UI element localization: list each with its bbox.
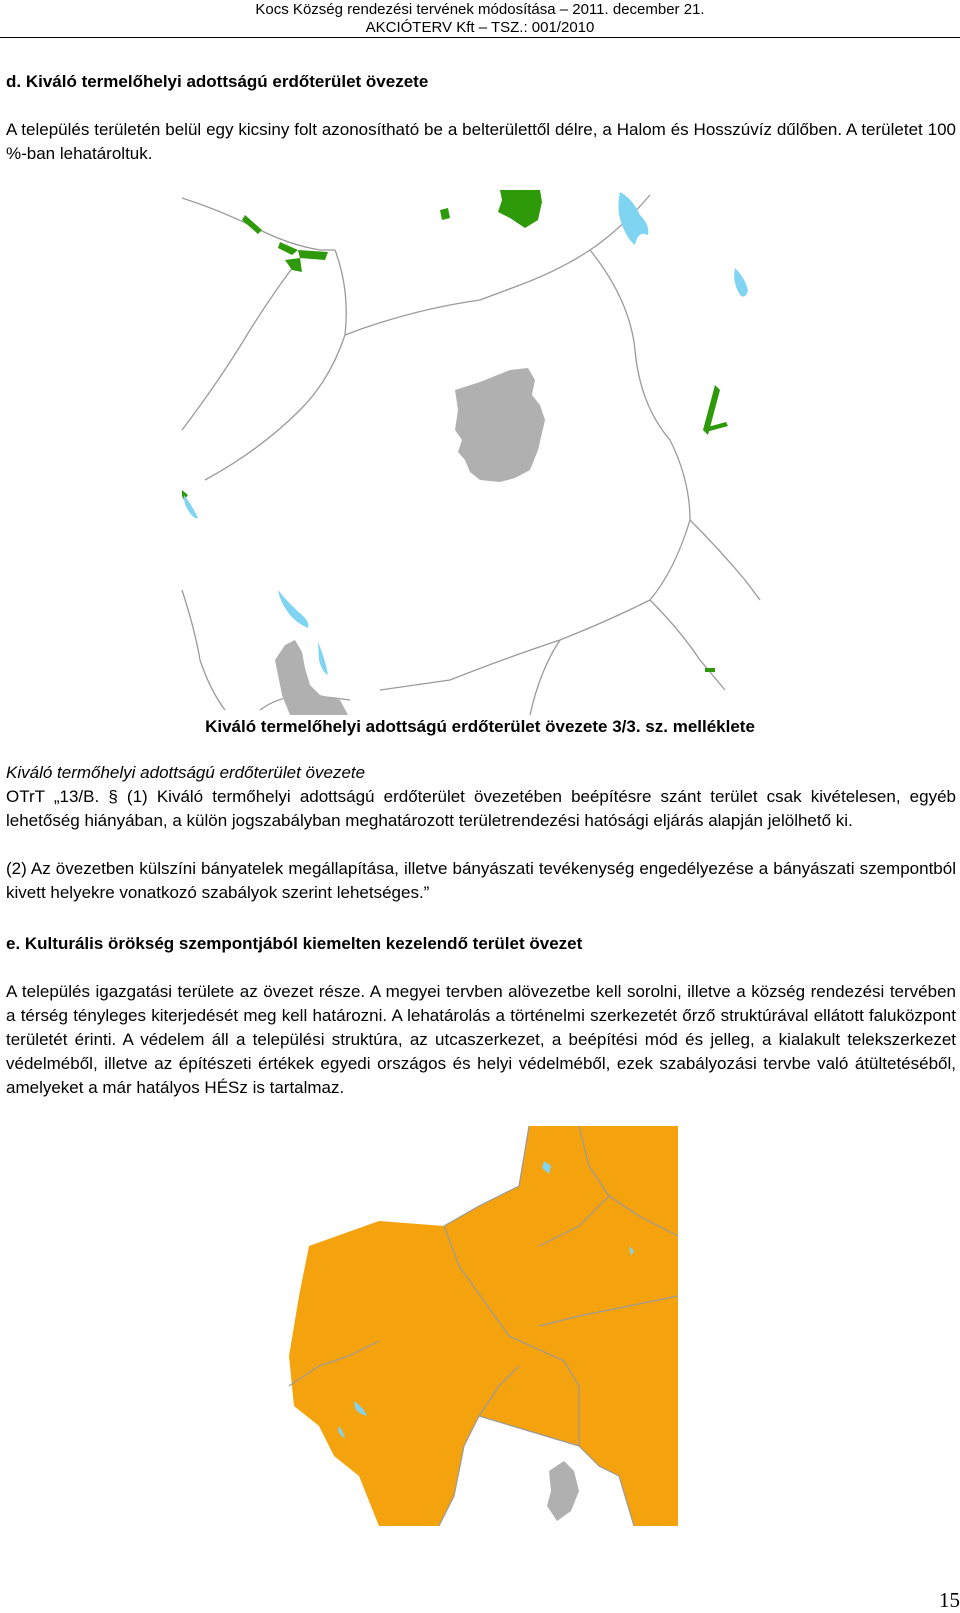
section-e-heading: e. Kulturális örökség szempontjából kiemelten kezelendő terület övezet [6, 934, 583, 953]
village-center [547, 1461, 579, 1521]
law-paragraph-2: (2) Az övezetben külszíni bányatelek megállapítása, illetve bányászati tevékenység engedélyezése a bányászati szempontból kivett helyekre vonatkozó szabályok szerint lehetséges.” [6, 859, 956, 902]
heritage-zone-map [279, 1126, 678, 1526]
forest-patches [182, 190, 728, 672]
section-d-paragraph: A település területén belül egy kicsiny folt azonosítható be a belterülettől délre, a Halom és Hosszúvíz dűlőben. A területet 100 %-ban lehatároltuk. [6, 120, 956, 163]
forest-zone-map [180, 190, 776, 715]
section-e-paragraph: A település igazgatási területe az övezet része. A megyei tervben alövezetbe kell sorolni, illetve a község rendezési tervében a térség tényleges kiterjedését meg kell határozni. A lehatárolás a történelmi szerkezetét őrző struktúrával ellátott faluközpont területét érinti. A védelem áll a települési struktúra, az utcaszerkezet, a beépítési mód és jelleg, a kialakult telekszerkezet védelméből, illetve az építészeti értékek egyedi országos és helyi védelméből, ezek szabályozási tervbe való átültetéséből, amelyeket a már hatályos HÉSz is tartalmaz. [6, 982, 956, 1097]
built-up-area [455, 368, 545, 482]
section-d-heading: d. Kiváló termelőhelyi adottságú erdőterület övezete [6, 72, 429, 91]
page-number: 15 [939, 1588, 960, 1612]
map-caption: Kiváló termelőhelyi adottságú erdőterület övezete 3/3. sz. melléklete [205, 717, 755, 736]
header-subtitle: AKCIÓTERV Kft – TSZ.: 001/2010 [365, 19, 595, 36]
zone-italic-title: Kiváló termőhelyi adottságú erdőterület övezete [6, 763, 366, 782]
header-title: Kocs Község rendezési tervének módosítása – 2011. december 21. [255, 1, 705, 18]
law-paragraph-1: OTrT „13/B. § (1) Kiváló termőhelyi adottságú erdőterület övezetében beépítésre szánt terület csak kivételesen, egyéb lehetőség hiányában, a külön jogszabályban meghatározott területrendezési hatósági eljárás alapján jelölhető ki. [6, 787, 956, 830]
header-divider [0, 37, 960, 38]
built-up-area-south [275, 640, 348, 715]
